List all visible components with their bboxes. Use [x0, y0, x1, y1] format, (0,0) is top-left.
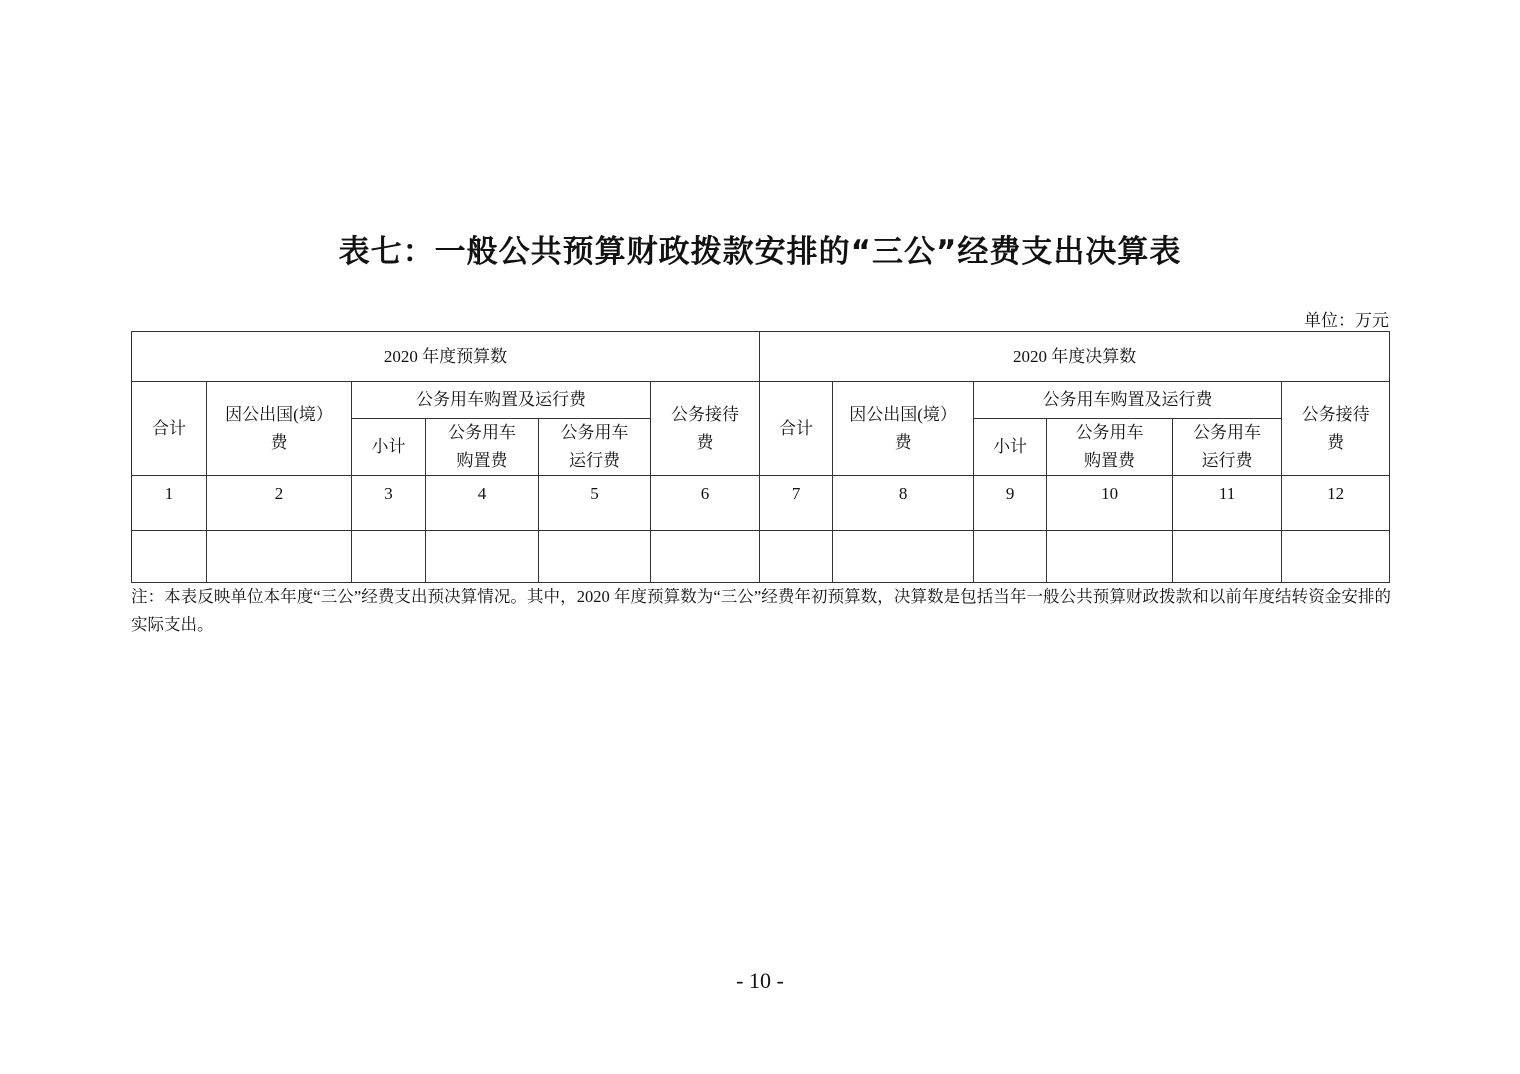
- budget-purchase-header-line1: 公务用车: [448, 423, 516, 442]
- three-public-expenses-table: [131, 331, 1390, 583]
- final-vehicle-header: 公务用车购置及运行费: [974, 382, 1282, 419]
- final-purchase-header-line2: 购置费: [1084, 451, 1136, 470]
- value-cell: [1173, 531, 1282, 583]
- budget-abroad-header-line1: 因公出国(境）: [225, 404, 333, 424]
- budget-group-header: 2020 年度预算数: [132, 332, 760, 382]
- budget-reception-header-line2: 费: [696, 432, 714, 452]
- budget-purchase-header-line2: 购置费: [456, 451, 508, 470]
- value-cell: [207, 531, 352, 583]
- budget-abroad-header-line2: 费: [270, 432, 288, 452]
- column-number: 7: [760, 476, 833, 531]
- value-cell: [132, 531, 207, 583]
- final-reception-header: [1282, 382, 1390, 476]
- final-running-header: [1173, 419, 1282, 476]
- final-total-header: 合计: [760, 382, 833, 476]
- budget-abroad-header: [207, 382, 352, 476]
- final-purchase-header-line1: 公务用车: [1075, 423, 1144, 442]
- budget-reception-header: [651, 382, 760, 476]
- budget-purchase-header: [426, 419, 539, 476]
- column-number: 11: [1173, 476, 1282, 531]
- final-reception-header-line1: 公务接待: [1301, 404, 1370, 424]
- value-cell: [426, 531, 539, 583]
- column-number: 5: [539, 476, 651, 531]
- column-number: 8: [833, 476, 974, 531]
- column-number: 12: [1282, 476, 1390, 531]
- value-cell: [352, 531, 426, 583]
- final-subtotal-header: 小计: [974, 419, 1047, 476]
- column-number: 9: [974, 476, 1047, 531]
- column-number: 6: [651, 476, 760, 531]
- column-number: 2: [207, 476, 352, 531]
- table-group-header-row: [132, 332, 1390, 382]
- final-abroad-header-line2: 费: [894, 432, 912, 452]
- value-cell: [651, 531, 760, 583]
- budget-reception-header-line1: 公务接待: [671, 404, 740, 424]
- column-number: 10: [1047, 476, 1173, 531]
- budget-running-header-line1: 公务用车: [560, 423, 629, 442]
- budget-running-header-line2: 运行费: [569, 451, 620, 470]
- final-running-header-line1: 公务用车: [1193, 423, 1262, 442]
- column-number: 3: [352, 476, 426, 531]
- final-group-header: 2020 年度决算数: [760, 332, 1390, 382]
- budget-total-header: 合计: [132, 382, 207, 476]
- value-cell: [760, 531, 833, 583]
- unit-label: 单位：万元: [1304, 311, 1389, 330]
- final-abroad-header-line1: 因公出国(境）: [849, 404, 957, 424]
- page-title: 表七：一般公共预算财政拨款安排的“三公”经费支出决算表: [338, 234, 1182, 270]
- budget-running-header: [539, 419, 651, 476]
- final-abroad-header: [833, 382, 974, 476]
- column-number: 1: [132, 476, 207, 531]
- value-cell: [539, 531, 651, 583]
- table-header-row-1: [132, 382, 1390, 419]
- value-cell: [833, 531, 974, 583]
- value-cell: [1282, 531, 1390, 583]
- budget-subtotal-header: 小计: [352, 419, 426, 476]
- column-number: 4: [426, 476, 539, 531]
- column-number-row: [132, 476, 1390, 531]
- final-purchase-header: [1047, 419, 1173, 476]
- budget-vehicle-header: 公务用车购置及运行费: [352, 382, 651, 419]
- table-note: 注：本表反映单位本年度“三公”经费支出预决算情况。其中，2020 年度预算数为“三公”经费年初预算数，决算数是包括当年一般公共预算财政拨款和以前年度结转资金安排的实际支出。: [131, 587, 1391, 634]
- final-running-header-line2: 运行费: [1201, 451, 1253, 470]
- value-cell: [974, 531, 1047, 583]
- final-reception-header-line2: 费: [1327, 432, 1345, 452]
- value-cell: [1047, 531, 1173, 583]
- page-number: - 10 -: [736, 968, 784, 993]
- value-row: [132, 531, 1390, 583]
